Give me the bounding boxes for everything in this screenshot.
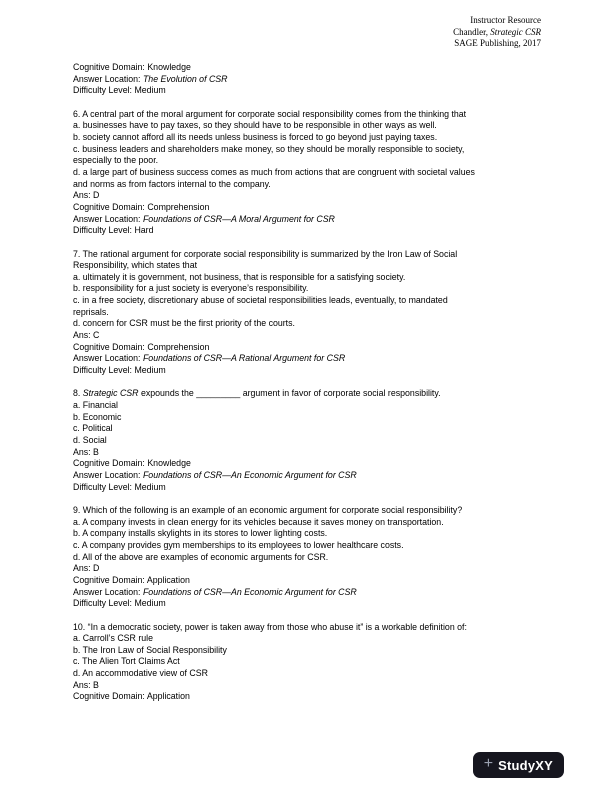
doc-line xyxy=(73,587,543,599)
text: Ans: C xyxy=(73,330,100,341)
doc-line xyxy=(73,74,543,86)
doc-line xyxy=(73,470,543,482)
doc-line xyxy=(73,400,543,412)
doc-line xyxy=(73,214,543,226)
text: a. A company invests in clean energy for its vehicles because it saves money on transportation. xyxy=(73,516,444,527)
italic-text: Foundations of CSR—A Rational Argument for CSR xyxy=(142,353,346,364)
doc-line xyxy=(73,645,543,657)
text: Chandler, xyxy=(453,26,491,37)
doc-line xyxy=(73,517,543,529)
text: Answer Location: xyxy=(73,469,143,480)
doc-line xyxy=(73,190,543,202)
text: Cognitive Domain: Application xyxy=(73,691,190,702)
italic-text: Foundations of CSR—An Economic Argument for CSR xyxy=(142,469,357,480)
page-header xyxy=(453,15,541,50)
doc-line xyxy=(73,179,543,191)
doc-line xyxy=(73,167,543,179)
text: Answer Location: xyxy=(73,586,143,597)
doc-line xyxy=(73,563,543,575)
text: Difficulty Level: Medium xyxy=(73,598,166,609)
doc-line xyxy=(73,458,543,470)
plus-icon: + xyxy=(483,755,494,772)
text: b. A company installs skylights in its stores to lower lighting costs. xyxy=(73,528,328,539)
text: Answer Location: xyxy=(73,353,143,364)
doc-line xyxy=(73,365,543,377)
doc-line xyxy=(73,482,543,494)
text: Difficulty Level: Hard xyxy=(73,225,154,236)
text: b. responsibility for a just society is everyone’s responsibility. xyxy=(73,283,309,294)
text: Instructor Resource xyxy=(470,15,541,25)
italic-text: The Evolution of CSR xyxy=(142,73,228,84)
text: a. ultimately it is government, not business, that is responsible for a satisfying society. xyxy=(73,271,406,282)
doc-line xyxy=(73,447,543,459)
doc-line xyxy=(73,97,543,109)
doc-line xyxy=(73,225,543,237)
italic-text: Strategic CSR xyxy=(490,26,541,37)
text: d. a large part of business success comes as much from actions that are congruent with societal values xyxy=(73,166,475,177)
text: SAGE Publishing, 2017 xyxy=(454,38,541,49)
doc-line xyxy=(73,132,543,144)
doc-line xyxy=(73,423,543,435)
text: 9. Which of the following is an example of an economic argument for corporate social responsibility? xyxy=(73,504,463,515)
doc-line xyxy=(73,691,543,703)
text: 10. “In a democratic society, power is taken away from those who abuse it” is a workable definition of: xyxy=(73,621,467,632)
text: c. business leaders and shareholders make money, so they should be morally responsible to society, xyxy=(73,143,465,154)
text: 6. A central part of the moral argument for corporate social responsibility comes from the thinking that xyxy=(73,108,467,119)
text: Cognitive Domain: Knowledge xyxy=(73,458,191,469)
doc-line xyxy=(73,109,543,121)
doc-line xyxy=(73,377,543,389)
italic-text: Strategic CSR xyxy=(82,388,139,399)
text: Cognitive Domain: Comprehension xyxy=(73,341,210,352)
italic-text: Foundations of CSR—A Moral Argument for CSR xyxy=(142,213,335,224)
text: Answer Location: xyxy=(73,213,143,224)
text: c. Political xyxy=(73,423,113,434)
text: b. Economic xyxy=(73,411,122,422)
doc-line xyxy=(73,552,543,564)
doc-line xyxy=(73,353,543,365)
studyxy-wordmark: StudyXY xyxy=(498,757,553,773)
doc-line xyxy=(73,342,543,354)
header-line xyxy=(453,27,541,39)
text: Difficulty Level: Medium xyxy=(73,85,166,96)
text: d. Social xyxy=(73,435,107,445)
doc-line xyxy=(73,668,543,680)
text: d. An accommodative view of CSR xyxy=(73,668,208,679)
doc-line xyxy=(73,283,543,295)
doc-line xyxy=(73,295,543,307)
doc-line xyxy=(73,155,543,167)
doc-line xyxy=(73,330,543,342)
text: 7. The rational argument for corporate social responsibility is summarized by the Iron Law of Social xyxy=(73,248,458,259)
doc-line xyxy=(73,505,543,517)
doc-line xyxy=(73,540,543,552)
doc-line xyxy=(73,388,543,400)
text: Cognitive Domain: Comprehension xyxy=(73,201,210,212)
doc-line xyxy=(73,493,543,505)
text: d. All of the above are examples of economic arguments for CSR. xyxy=(73,551,329,562)
doc-line xyxy=(73,598,543,610)
doc-line xyxy=(73,62,543,74)
text: Cognitive Domain: Knowledge xyxy=(73,62,191,72)
doc-line xyxy=(73,85,543,97)
doc-line xyxy=(73,260,543,272)
doc-line xyxy=(73,435,543,447)
doc-line xyxy=(73,528,543,540)
doc-line xyxy=(73,202,543,214)
doc-line xyxy=(73,144,543,156)
header-line xyxy=(453,15,541,27)
text: and norms as from factors internal to the company. xyxy=(73,178,271,189)
text: Ans: D xyxy=(73,190,100,201)
doc-line xyxy=(73,656,543,668)
italic-text: Foundations of CSR—An Economic Argument for CSR xyxy=(142,586,357,597)
text: reprisals. xyxy=(73,306,109,317)
doc-line xyxy=(73,307,543,319)
text: Cognitive Domain: Application xyxy=(73,574,190,585)
doc-line xyxy=(73,318,543,330)
doc-line xyxy=(73,412,543,424)
doc-line xyxy=(73,272,543,284)
doc-line xyxy=(73,575,543,587)
header-line xyxy=(453,38,541,50)
text: Answer Location: xyxy=(73,73,143,84)
doc-line xyxy=(73,610,543,622)
text: a. businesses have to pay taxes, so they should have to be responsible in other ways as well. xyxy=(73,120,437,131)
text: Ans: D xyxy=(73,563,100,574)
doc-line xyxy=(73,680,543,692)
doc-line xyxy=(73,237,543,249)
text: Difficulty Level: Medium xyxy=(73,365,166,376)
text: a. Financial xyxy=(73,400,118,411)
text: Responsibility, which states that xyxy=(73,260,198,271)
text: d. concern for CSR must be the first priority of the courts. xyxy=(73,318,295,329)
text: c. The Alien Tort Claims Act xyxy=(73,656,180,667)
text: Difficulty Level: Medium xyxy=(73,481,166,492)
document-body xyxy=(73,62,543,703)
text: expounds the _________ argument in favor of corporate social responsibility. xyxy=(138,388,441,399)
studyxy-logo xyxy=(473,752,564,778)
text: Ans: B xyxy=(73,446,99,457)
text: b. The Iron Law of Social Responsibility xyxy=(73,644,227,655)
doc-line xyxy=(73,633,543,645)
text: b. society cannot afford all its needs unless business is forced to go beyond just paying taxes. xyxy=(73,131,438,142)
text: c. A company provides gym memberships to its employees to lower healthcare costs. xyxy=(73,539,404,550)
text: a. Carroll’s CSR rule xyxy=(73,633,154,644)
text: Ans: B xyxy=(73,679,99,690)
text: c. in a free society, discretionary abuse of societal responsibilities leads, eventually, to mandated xyxy=(73,295,448,306)
doc-line xyxy=(73,120,543,132)
text: 8. xyxy=(73,388,83,399)
doc-line xyxy=(73,622,543,634)
doc-line xyxy=(73,249,543,261)
text: especially to the poor. xyxy=(73,155,159,166)
